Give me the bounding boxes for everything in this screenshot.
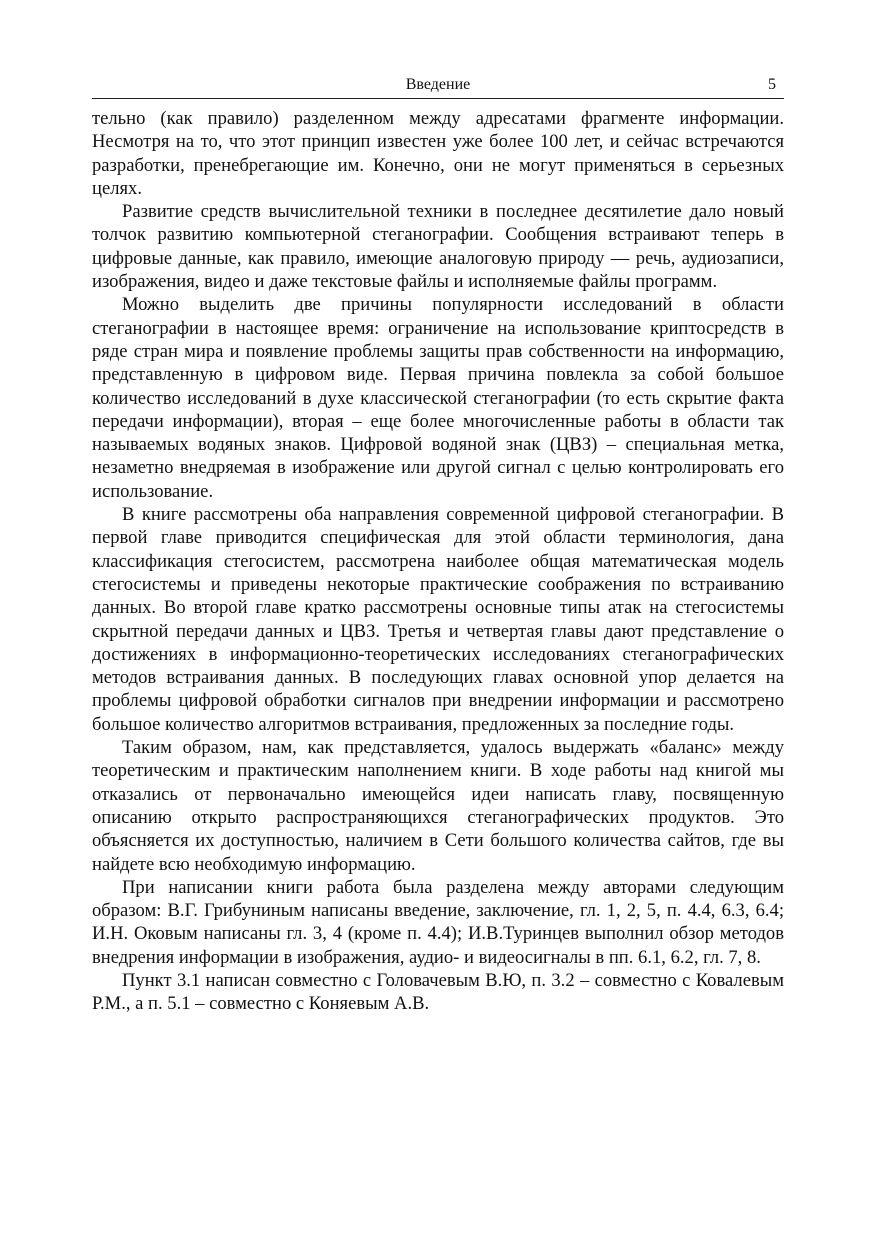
- page-number: 5: [768, 76, 776, 93]
- paragraph-1: тельно (как правило) разделенном между адресатами фрагменте информации. Несмотря на то, что этот принцип известен уже более 100 лет, и сейчас встречаются разработки, пренебрегающие им. Конечно, они не могут применяться в серьезных целях.: [92, 108, 784, 199]
- paragraph-4: В книге рассмотрены оба направления современной цифровой стеганографии. В первой главе приводится специфическая для этой области терминология, дана классификация стегосистем, рассмотрена наиболее общая математическая модель стегосистемы и приведены некоторые практические соображения по встраиванию данных. Во второй главе кратко рассмотрены основные типы атак на стегосистемы скрытной передачи данных и ЦВЗ. Третья и четвертая главы дают представление о достижениях в информационно-теоретических исследованиях стеганографических методов встраивания данных. В последующих главах основной упор делается на проблемы цифровой обработки сигналов при внедрении информации и рассмотрено большое количество алгоритмов встраивания, предложенных за последние годы.: [92, 504, 784, 735]
- body-text: [92, 107, 784, 1016]
- paragraph-5: Таким образом, нам, как представляется, удалось выдержать «баланс» между теоретическим и практическим наполнением книги. В ходе работы над книгой мы отказались от первоначально имеющейся идеи написать главу, посвященную описанию открыто распространяющихся стеганографических продуктов. Это объясняется их доступностью, наличием в Сети большого количества сайтов, где вы найдете всю необходимую информацию.: [92, 737, 784, 875]
- paragraph-6: При написании книги работа была разделена между авторами следующим образом: В.Г. Грибуниным написаны введение, заключение, гл. 1, 2, 5, п. 4.4, 6.3, 6.4; И.Н. Оковым написаны гл. 3, 4 (кроме п. 4.4); И.В.Туринцев выполнил обзор методов внедрения информации в изображения, аудио- и видеосигналы в пп. 6.1, 6.2, гл. 7, 8.: [92, 876, 784, 968]
- header-title: Введение: [405, 76, 471, 93]
- paragraph-3: Можно выделить две причины популярности исследований в области стеганографии в настоящее время: ограничение на использование криптосредств в ряде стран мира и появление проблемы защиты прав собственности на информацию, представленную в цифровом виде. Первая причина повлекла за собой большое количество исследований в духе классической стеганографии (то есть скрытие факта передачи информации), вторая – еще более многочисленные работы в области так называемых водяных знаков. Цифровой водяной знак (ЦВЗ) – специальная метка, незаметно внедряемая в изображение или другой сигнал с целью контролировать его использование.: [92, 294, 784, 502]
- running-header: [92, 76, 784, 99]
- paragraph-7: Пункт 3.1 написан совместно с Головачевым В.Ю, п. 3.2 – совместно с Ковалевым Р.М., а п. 5.1 – совместно с Коняевым А.В.: [92, 969, 784, 1015]
- paragraph-2: Развитие средств вычислительной техники в последнее десятилетие дало новый толчок развитию компьютерной стеганографии. Сообщения встраивают теперь в цифровые данные, как правило, имеющие аналоговую природу — речь, аудиозаписи, изображения, видео и даже текстовые файлы и исполняемые файлы программ.: [92, 201, 784, 293]
